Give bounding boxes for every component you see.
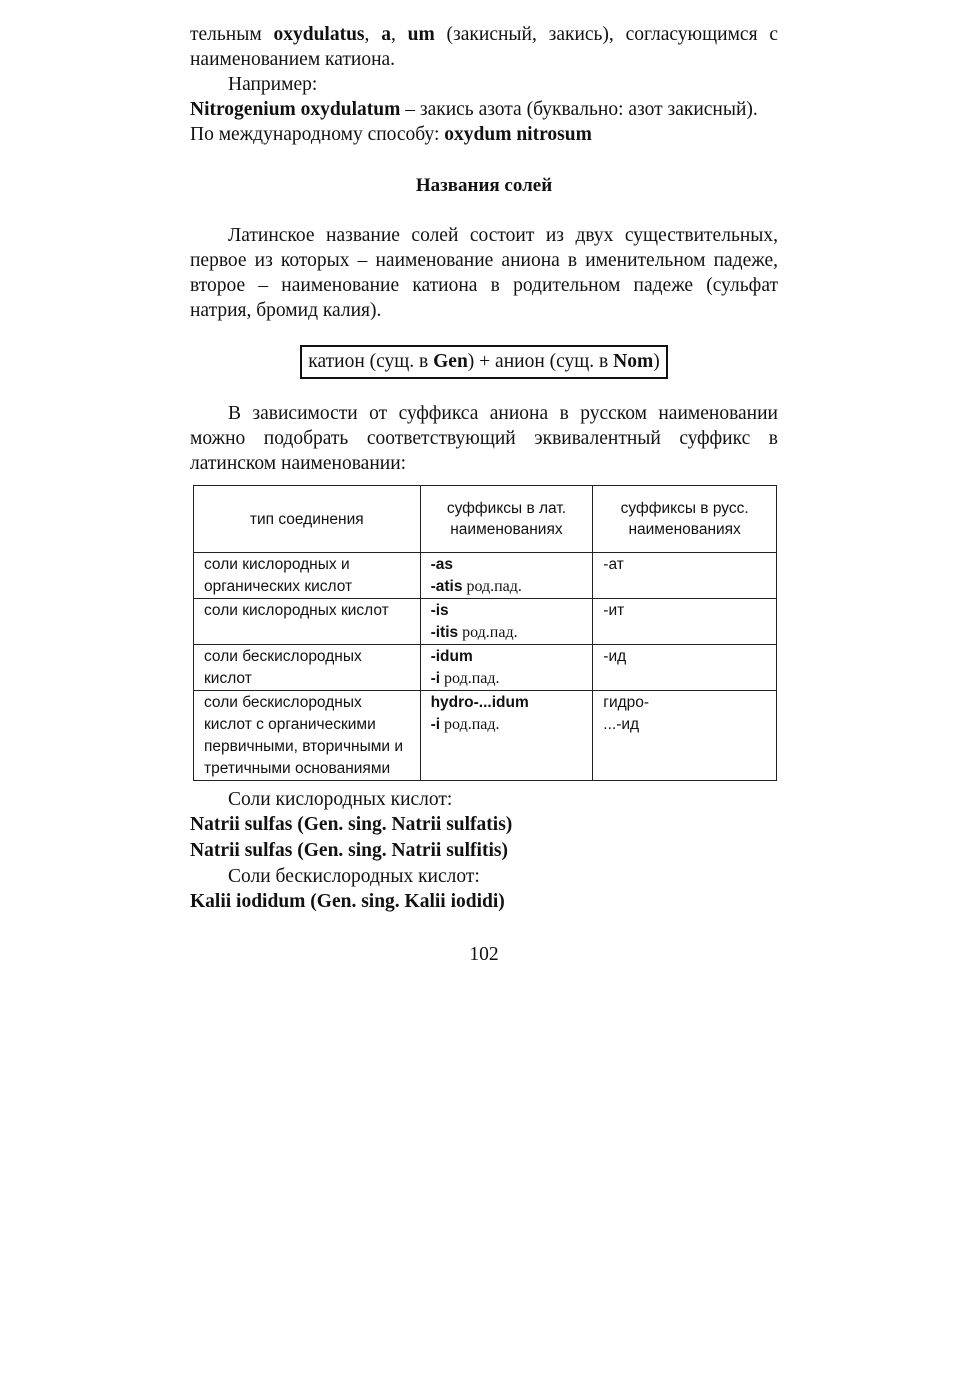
latin-suffix: hydro-...idum: [430, 694, 529, 711]
intro-text: тельным: [190, 24, 274, 45]
suffix-table: [193, 485, 777, 781]
case-note: род.пад.: [458, 624, 518, 641]
latin-suffix: -is: [430, 602, 449, 619]
cell-russian: [593, 553, 777, 599]
cell-latin: [420, 645, 593, 691]
russian-suffix: -ид: [603, 648, 627, 665]
formula-text: катион (сущ. в: [308, 351, 434, 372]
example-line: [190, 97, 778, 122]
cell-russian: [593, 645, 777, 691]
table-row: [194, 645, 777, 691]
latin-term: um: [407, 24, 435, 45]
header-russian-suffixes: суффиксы в русс. наименованиях: [593, 486, 777, 553]
case-note: род.пад.: [440, 716, 500, 733]
international-term: oxydum nitrosum: [444, 124, 592, 145]
paragraph-salts-naming: Латинское название солей состоит из двух существительных, первое из которых – наименование аниона в именительном падеже, второе – наименование катиона в родительном падеже (сульфат натрия, бромид калия).: [190, 225, 778, 321]
latin-suffix-gen: -i: [430, 716, 441, 733]
cell-russian: [593, 691, 777, 781]
latin-term: a: [381, 24, 391, 45]
latin-suffix-gen: -itis: [430, 624, 459, 641]
section-heading: Названия солей: [415, 175, 553, 196]
table-row: [194, 691, 777, 781]
oxy-salts-label: Соли кислородных кислот:: [228, 789, 453, 810]
cell-type: соли кислородных кислот: [194, 599, 421, 645]
header-latin-suffixes: суффиксы в лат. наименованиях: [420, 486, 593, 553]
example-salt: Kalii iodidum (Gen. sing. Kalii iodidi): [190, 891, 505, 912]
intro-text: (закисный, закись), согласующимся с наименованием катиона.: [190, 24, 778, 70]
example-text: – закись азота (буквально: азот закисный).: [400, 99, 758, 120]
international-line: [190, 122, 778, 147]
intro-text: ,: [390, 24, 408, 45]
cell-type: соли бескислородных кислот с органическими первичными, вторичными и третичными основаниями: [194, 691, 421, 781]
case-note: род.пад.: [440, 670, 500, 687]
latin-suffix: -as: [430, 556, 453, 573]
cell-russian: [593, 599, 777, 645]
russian-suffix: гидро-: [603, 694, 650, 711]
example-salt: Natrii sulfas (Gen. sing. Natrii sulfatis): [190, 814, 513, 835]
intro-text: ,: [364, 24, 382, 45]
international-label: По международному способу:: [190, 124, 445, 145]
cell-type: соли кислородных и органических кислот: [194, 553, 421, 599]
paragraph-suffix-intro: В зависимости от суффикса аниона в русском наименовании можно подобрать соответствующий эквивалентный суффикс в латинском наименовании:: [190, 403, 778, 474]
formula-box: [300, 345, 667, 379]
table-row: [194, 599, 777, 645]
cell-latin: [420, 691, 593, 781]
cell-type: соли бескислородных кислот: [194, 645, 421, 691]
formula-container: [190, 345, 778, 379]
latin-suffix: -idum: [430, 648, 473, 665]
russian-suffix: -ат: [603, 556, 624, 573]
formula-nom: Nom: [613, 351, 654, 372]
header-compound-type: тип соединения: [194, 486, 421, 553]
table-header-row: [194, 486, 777, 553]
formula-gen: Gen: [433, 351, 468, 372]
formula-text: ) + анион (сущ. в: [467, 351, 614, 372]
latin-suffix-gen: -i: [430, 670, 441, 687]
russian-suffix-2: ...-ид: [603, 716, 640, 733]
case-note: род.пад.: [462, 578, 522, 595]
latin-suffix-gen: -atis: [430, 578, 463, 595]
example-salt: Natrii sulfas (Gen. sing. Natrii sulfitis): [190, 840, 508, 861]
page-content: [190, 22, 778, 967]
cell-latin: [420, 599, 593, 645]
cell-latin: [420, 553, 593, 599]
formula-text: ): [653, 351, 660, 372]
page-number: 102: [469, 944, 499, 965]
russian-suffix: -ит: [603, 602, 625, 619]
table-row: [194, 553, 777, 599]
intro-paragraph: [190, 22, 778, 72]
latin-term: oxydulatus: [273, 24, 365, 45]
nonoxy-salts-label: Соли бескислородных кислот:: [228, 866, 480, 887]
example-term: Nitrogenium oxydulatum: [190, 99, 401, 120]
example-label: Например:: [228, 74, 318, 95]
